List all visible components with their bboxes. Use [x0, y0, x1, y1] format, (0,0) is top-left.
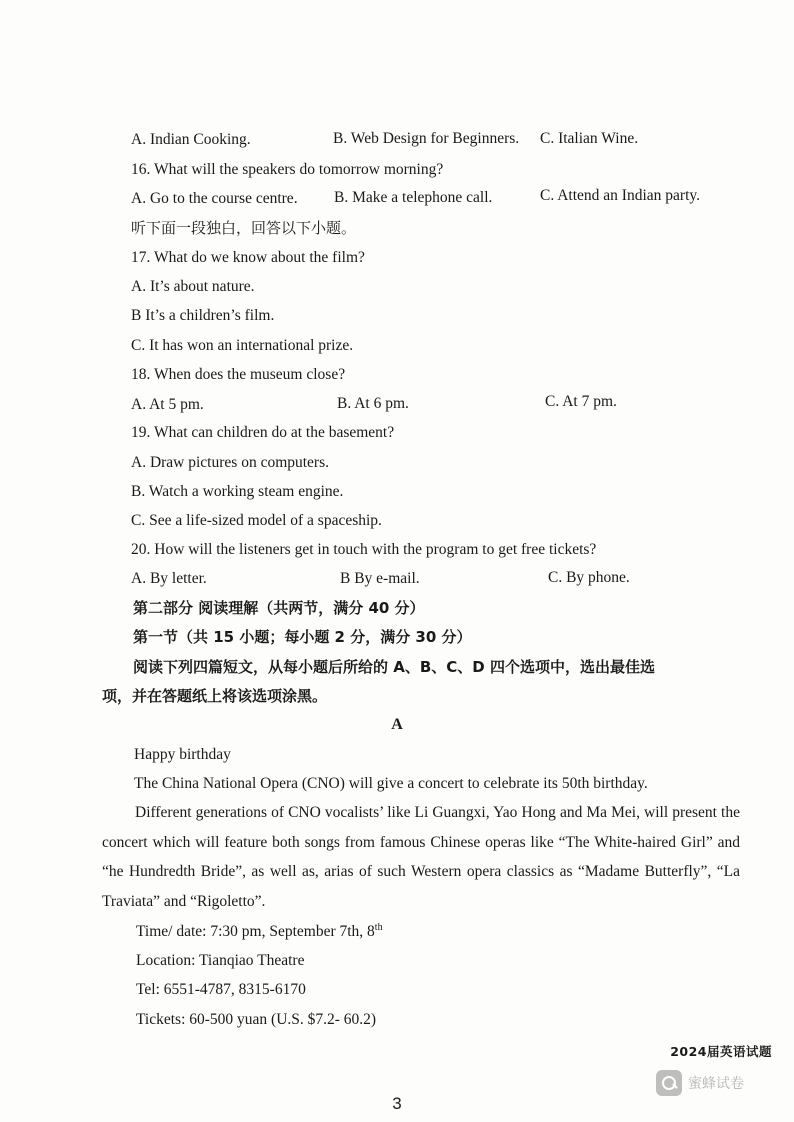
q19-question: 19. What can children do at the basement? [131, 424, 395, 441]
q20-question: 20. How will the listeners get in touch with the program to get free tickets? [131, 541, 597, 558]
passage-location: Location: Tianqiao Theatre [136, 952, 305, 969]
q16-option-a: A. Go to the course centre. [131, 190, 298, 207]
q20-option-c: C. By phone. [548, 569, 630, 586]
q16-option-c: C. Attend an Indian party. [540, 187, 700, 204]
q16-question: 16. What will the speakers do tomorrow morning? [131, 161, 444, 178]
part2-heading: 第二部分 阅读理解（共两节，满分 40 分） [133, 599, 425, 617]
q19-option-b: B. Watch a working steam engine. [131, 483, 344, 500]
q18-option-a: A. At 5 pm. [131, 396, 204, 413]
q17-question: 17. What do we know about the film? [131, 249, 365, 266]
reading-instruction-line2: 项，并在答题纸上将该选项涂黑。 [102, 687, 328, 705]
passage-title: Happy birthday [134, 746, 231, 763]
passage-label: A [391, 716, 403, 733]
q16-option-b: B. Make a telephone call. [334, 189, 493, 206]
reading-instruction-line1: 阅读下列四篇短文，从每小题后所给的 A、B、C、D 四个选项中，选出最佳选 [133, 658, 655, 676]
q15-option-a: A. Indian Cooking. [131, 131, 251, 148]
q15-option-b: B. Web Design for Beginners. [333, 130, 520, 147]
q19-option-c: C. See a life-sized model of a spaceship. [131, 512, 382, 529]
passage-tickets: Tickets: 60-500 yuan (U.S. $7.2- 60.2) [136, 1011, 377, 1028]
passage-intro: The China National Opera (CNO) will give a concert to celebrate its 50th birthday. [134, 775, 648, 792]
watermark-text: 蜜蜂试卷 [688, 1076, 744, 1092]
passage-body-text: Different generations of CNO vocalists’ like Li Guangxi, Yao Hong and Ma Mei, will present the concert which will feature both songs from famous Chinese operas like “The White-haired Girl” and “he Hundredth Bride”, as well as, arias of such Western opera classics as “Madame Butterfly”, “La Traviata” and “Rigoletto”. [102, 804, 740, 910]
q17-option-a: A. It’s about nature. [131, 278, 255, 295]
q17-option-c: C. It has won an international prize. [131, 337, 354, 354]
q20-option-b: B By e-mail. [340, 570, 420, 587]
page-number: 3 [392, 1094, 402, 1113]
passage-time-date [136, 922, 383, 942]
q18-option-c: C. At 7 pm. [545, 393, 617, 410]
passage-tel: Tel: 6551-4787, 8315-6170 [136, 981, 306, 998]
q19-option-a: A. Draw pictures on computers. [131, 454, 330, 471]
q17-option-b: B It’s a children’s film. [131, 307, 275, 324]
q18-option-b: B. At 6 pm. [337, 395, 409, 412]
q15-option-c: C. Italian Wine. [540, 130, 639, 147]
time-date-sup: th [374, 921, 383, 933]
magnifier-logo-icon [656, 1070, 682, 1096]
section1-heading: 第一节（共 15 小题；每小题 2 分，满分 30 分） [133, 628, 472, 646]
footer-exam-label: 2024届英语试题 [670, 1044, 772, 1059]
watermark [656, 1070, 744, 1096]
time-date-text: Time/ date: 7:30 pm, September 7th, 8 [136, 923, 375, 940]
q18-question: 18. When does the museum close? [131, 366, 346, 383]
q20-option-a: A. By letter. [131, 570, 207, 587]
passage-body [102, 798, 740, 916]
monologue-instruction: 听下面一段独白，回答以下小题。 [131, 219, 357, 237]
